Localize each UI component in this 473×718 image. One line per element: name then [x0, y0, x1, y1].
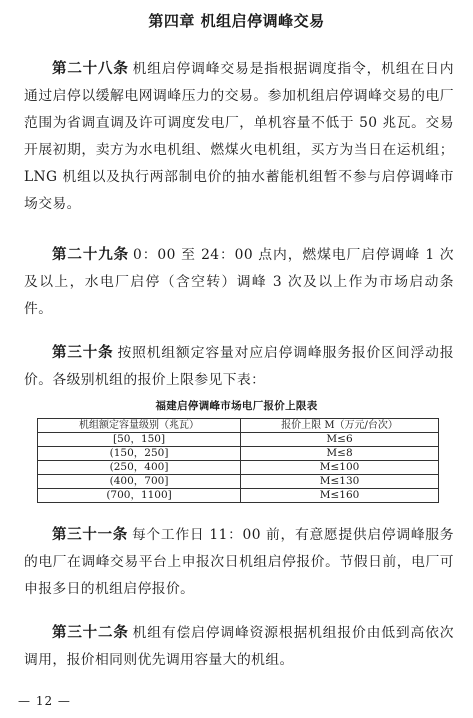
article-text: 机组有偿启停调峰资源根据机组报价由低到高依次调用，报价相同则优先调用容量大的机组。 [24, 625, 454, 668]
table-row [38, 433, 439, 447]
header-capacity: 机组额定容量级别（兆瓦） [38, 419, 241, 433]
chapter-title: 第四章 机组启停调峰交易 [148, 12, 325, 30]
price-cap-table [37, 418, 439, 503]
capacity-cell: (700，1100] [38, 489, 241, 503]
article-29 [24, 242, 454, 323]
article-32 [24, 620, 454, 674]
article-label: 第三十二条 [52, 625, 129, 641]
price-cap-cell: M≤8 [241, 447, 439, 461]
article-text: 按照机组额定容量对应启停调峰服务报价区间浮动报价。各级别机组的报价上限参见下表： [24, 345, 454, 388]
capacity-cell: [50，150] [38, 433, 241, 447]
table-row [38, 447, 439, 461]
table-row [38, 489, 439, 503]
article-label: 第二十九条 [52, 247, 130, 263]
article-label: 第二十八条 [52, 61, 129, 77]
price-cap-cell: M≤130 [241, 475, 439, 489]
capacity-cell: (250，400] [38, 461, 241, 475]
price-cap-cell: M≤160 [241, 489, 439, 503]
page-number: — 12 — [18, 694, 71, 708]
article-text: 0：00 至 24：00 点内，燃煤电厂启停调峰 1 次及以上，水电厂启停（含空转）调峰 3 次及以上作为市场启动条件。 [24, 247, 455, 317]
article-text: 每个工作日 11：00 前，有意愿提供启停调峰服务的电厂在调峰交易平台上申报次日机组启停报价。节假日前，电厂可申报多日的机组启停报价。 [24, 527, 454, 597]
capacity-cell: (150，250] [38, 447, 241, 461]
table-row [38, 461, 439, 475]
article-31 [24, 522, 454, 603]
table-title: 福建启停调峰市场电厂报价上限表 [155, 400, 318, 412]
article-label: 第三十条 [52, 345, 114, 361]
header-price-cap: 报价上限 M（万元/台次） [241, 419, 439, 433]
capacity-cell: (400，700] [38, 475, 241, 489]
article-28 [24, 56, 454, 218]
article-label: 第三十一条 [52, 527, 128, 543]
article-30 [24, 340, 454, 394]
price-cap-cell: M≤6 [241, 433, 439, 447]
table-header-row [38, 419, 439, 433]
price-cap-cell: M≤100 [241, 461, 439, 475]
article-text: 机组启停调峰交易是指根据调度指令，机组在日内通过启停以缓解电网调峰压力的交易。参加机组启停调峰交易的电厂范围为省调直调及许可调度发电厂，单机容量不低于 50 兆瓦。交易开展初期，卖方为水电机组、燃煤火电机组，买方为当日在运机组；LNG 机组以及执行两部制电价的抽水蓄能机组暂不参与启停调峰市场交易。 [24, 61, 454, 212]
table-row [38, 475, 439, 489]
